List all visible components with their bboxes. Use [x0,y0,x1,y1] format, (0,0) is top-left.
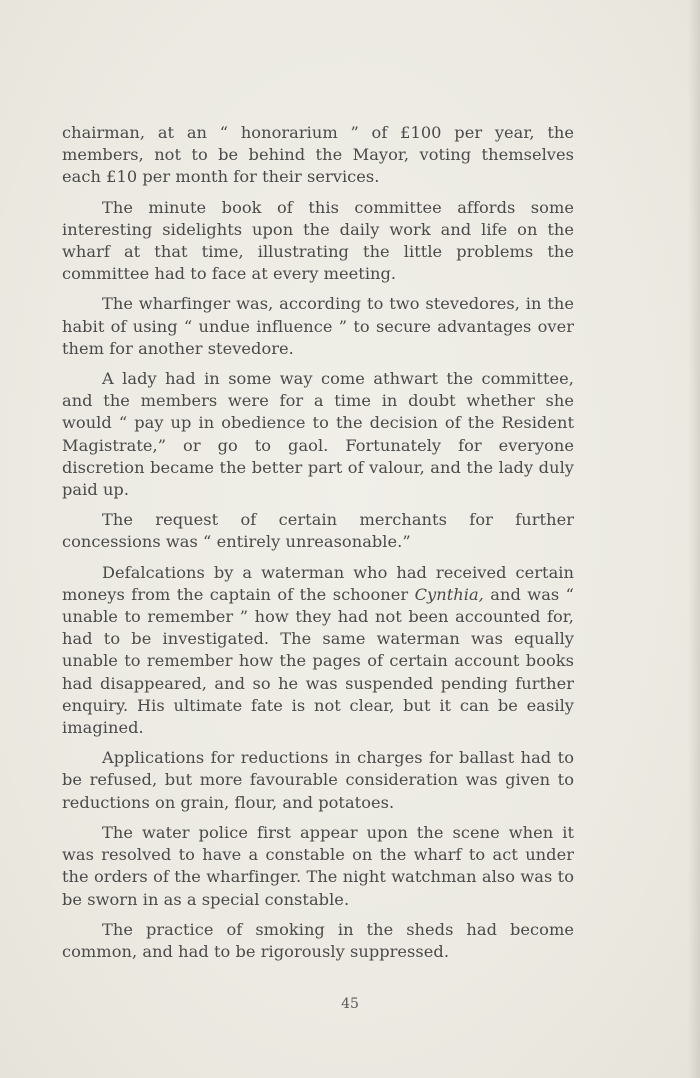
paragraph-2: The minute book of this committee affords some interesting sidelights upon the daily work and life on the wharf at that time, illustrating the little problems the committee had to face at every meeting. [62,197,574,284]
paragraph-1: chairman, at an “ honorarium ” of £100 per year, the members, not to be behind the Mayor, voting themselves each £10 per month for their services. [62,123,574,187]
paragraph-6: Defalcations by a waterman who had received certain moneys from the captain of the schooner Cynthia, and was “ unable to remember ” how they had not been accounted for, had to be investigated. The same waterman was equally unable to remember how the pages of certain account books had disappeared, and so he was suspended pending further enquiry. His ultimate fate is not clear, but it can be easily imagined. [62,562,574,738]
paragraph-8: The water police first appear upon the scene when it was resolved to have a constable on the wharf to act under the orders of the wharfinger. The night watchman also was to be sworn in as a special constable. [62,822,574,909]
paragraph-4: A lady had in some way come athwart the committee, and the members were for a time in doubt whether she would “ pay up in obedience to the decision of the Resident Magistrate,” or go to gaol. Fortunately for everyone discretion became the better part of valour, and the lady duly paid up. [62,369,574,500]
paragraph-5: The request of certain merchants for further concessions was “ entirely unreasonable.” [62,510,574,552]
paragraph-9: The practice of smoking in the sheds had become common, and had to be rigorously suppressed. [62,919,574,961]
ship-name: Cynthia, [414,584,484,604]
paragraph-3: The wharfinger was, according to two stevedores, in the habit of using “ undue influence ” to secure advantages over them for another stevedore. [62,294,574,358]
page-number: 45 [341,996,359,1012]
body-text [62,122,574,971]
paragraph-7: Applications for reductions in charges for ballast had to be refused, but more favourable consideration was given to reductions on grain, flour, and potatoes. [62,748,574,812]
page-edge-shadow [688,0,700,1078]
